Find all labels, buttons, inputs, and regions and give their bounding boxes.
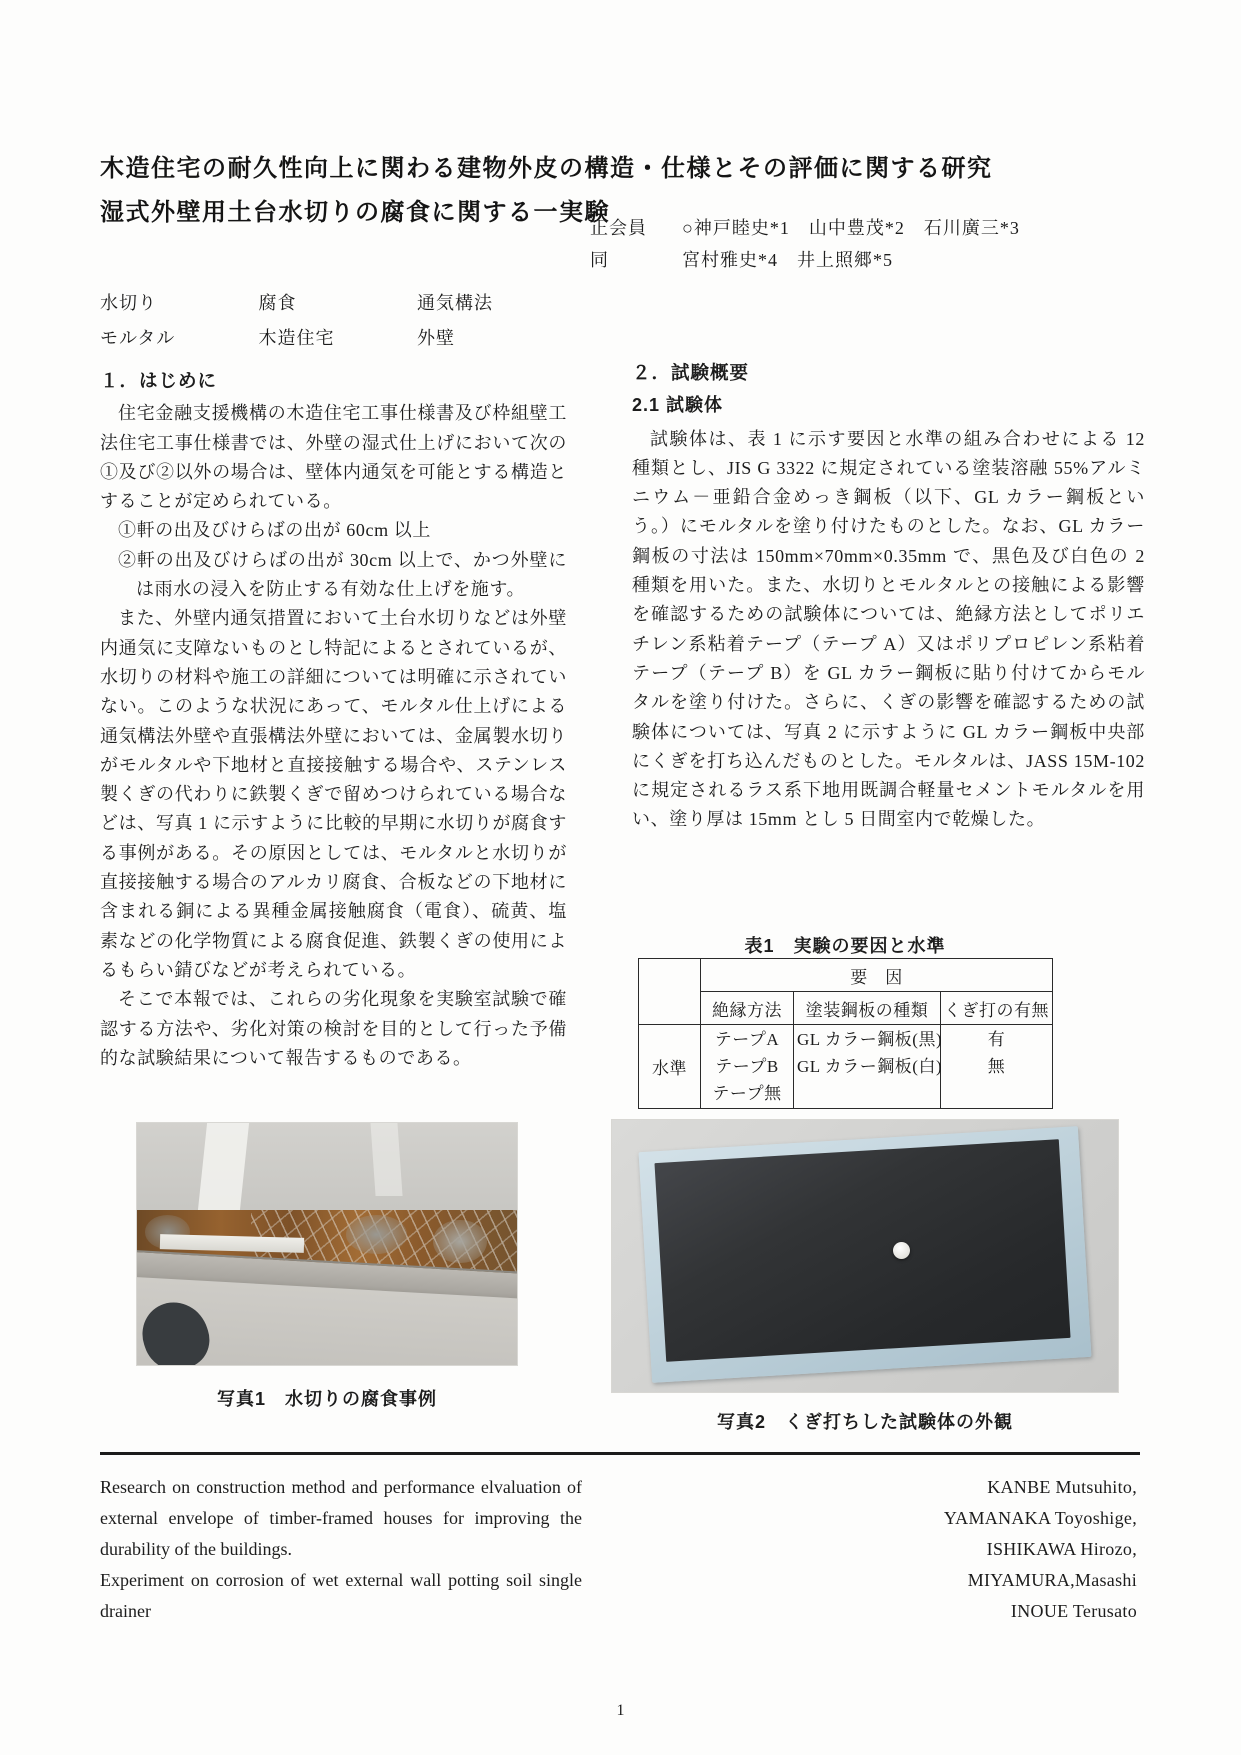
paper-title-line2: 湿式外壁用土台水切りの腐食に関する一実験 — [100, 199, 610, 226]
list-item-2: ②軒の出及びけらばの出が 30cm 以上で、かつ外壁には雨水の浸入を防止する有効な仕上げを施す。 — [118, 549, 567, 600]
authors-row-1 — [590, 212, 1020, 244]
left-paragraph-2: また、外壁内通気措置において土台水切りなどは外壁内通気に支障ないものとし特記によるとされているが、水切りの材料や施工の詳細については明確に示されていない。このような状況にあって、モルタル仕上げによる通気構法外壁や直張構法外壁においては、金属製水切りがモルタルや下地材と直接接触する場合や、ステンレス製くぎの代わりに鉄製くぎで留めつけられている場合などは、写真 1 に示すように比較的早期に水切りが腐食する事例がある。その原因としては、モルタルと水切りが直接接触する場合のアルカリ腐食、合板などの下地材に含まれる銅による異種金属接触腐食（電食）、硫黄、塩素などの化学物質による腐食促進、鉄製くぎの使用によるもらい錆びなどが考えられている。 — [100, 608, 567, 980]
photo2-steel-plate — [655, 1139, 1071, 1361]
table-cell-line: 無 — [987, 1057, 1006, 1076]
table-level-label: 水準 — [639, 1025, 701, 1109]
photo1-wall-highlight — [370, 1123, 402, 1196]
photo1-mortar-blotch — [433, 1220, 486, 1264]
table-cell-line: テープ無 — [712, 1084, 782, 1103]
table-cell-insulation-levels — [701, 1025, 794, 1109]
table-cell-nail-levels — [941, 1025, 1053, 1109]
table-cell-line: 有 — [987, 1030, 1006, 1049]
photo-1-caption: 写真1 水切りの腐食事例 — [216, 1389, 437, 1409]
photo-2-nailed-specimen — [612, 1120, 1118, 1392]
photo1-mortar-blotch — [346, 1215, 407, 1254]
page-number: 1 — [616, 1702, 625, 1719]
table-corner-cell — [639, 959, 701, 1025]
table-factor-header: 要 因 — [701, 959, 1053, 992]
list-item-1: ①軒の出及びけらばの出が 60cm 以上 — [118, 520, 431, 541]
table-col-header-insulation: 絶縁方法 — [701, 992, 794, 1025]
left-column — [100, 366, 567, 1073]
photo-1-corroded-flashing — [137, 1123, 517, 1365]
authors-row-2 — [590, 244, 1020, 276]
keywords-row-2 — [100, 321, 570, 356]
english-abstract-paragraph-2: Experiment on corrosion of wet external wall potting soil single drainer — [100, 1570, 582, 1621]
author-role: 正会員 — [590, 218, 647, 238]
table-cell-steel-levels — [794, 1025, 941, 1109]
left-paragraph-3: そこで本報では、これらの劣化現象を実験室試験で確認する方法や、劣化対策の検討を目的として行った予備的な試験結果について報告するものである。 — [100, 989, 567, 1068]
english-author-name: YAMANAKA Toyoshige, — [943, 1508, 1137, 1528]
section-2-heading: ２．試験概要 — [632, 362, 750, 383]
table-cell-line: GL カラー鋼板(白) — [797, 1057, 943, 1076]
footer-divider-rule — [100, 1452, 1140, 1455]
right-column — [632, 358, 1145, 835]
keyword: 水切り — [100, 293, 157, 313]
keyword: 外壁 — [417, 328, 455, 348]
table-col-header-nail: くぎ打の有無 — [941, 992, 1053, 1025]
english-author-name: KANBE Mutsuhito, — [987, 1477, 1137, 1497]
photo-2-caption: 写真2 くぎ打ちした試験体の外観 — [716, 1412, 1013, 1432]
english-abstract — [100, 1472, 582, 1627]
table-col-header-steel-type: 塗装鋼板の種類 — [794, 992, 941, 1025]
authors-block — [590, 212, 1020, 276]
paper-title-line1: 木造住宅の耐久性向上に関わる建物外皮の構造・仕様とその評価に関する研究 — [100, 155, 993, 182]
author-names: 宮村雅史*4 井上照郷*5 — [682, 250, 893, 270]
english-author-name: INOUE Terusato — [1010, 1601, 1137, 1621]
photo1-exposed-flashing-edge — [160, 1234, 305, 1252]
english-author-name: ISHIKAWA Hirozo, — [986, 1539, 1137, 1559]
keyword: 通気構法 — [417, 293, 493, 313]
author-role: 同 — [590, 250, 609, 270]
english-author-name: MIYAMURA,Masashi — [967, 1570, 1137, 1590]
english-abstract-paragraph-1: Research on construction method and performance elvaluation of external envelope of timber-framed houses for improving the durability of the buildings. — [100, 1477, 582, 1559]
section-1-heading: １．はじめに — [100, 370, 218, 391]
table-cell-line: テープB — [715, 1057, 779, 1076]
english-author-names — [835, 1472, 1137, 1627]
table-1-factors-levels — [638, 958, 1053, 1109]
table-cell-line: テープA — [714, 1030, 780, 1049]
keywords-row-1 — [100, 286, 570, 321]
author-names: ○神戸睦史*1 山中豊茂*2 石川廣三*3 — [682, 218, 1020, 238]
left-paragraph-1: 住宅金融支援機構の木造住宅工事仕様書及び枠組壁工法住宅工事仕様書では、外壁の湿式仕上げにおいて次の①及び②以外の場合は、壁体内通気を可能とする構造とすることが定められている。 — [100, 403, 567, 512]
keywords-block — [100, 286, 570, 356]
keyword: 木造住宅 — [258, 328, 335, 348]
section-2-1-heading: 2.1 試験体 — [632, 395, 724, 416]
right-paragraph-1: 試験体は、表 1 に示す要因と水準の組み合わせによる 12 種類とし、JIS G 3322 に規定されている塗装溶融 55%アルミニウム－亜鉛合金めっき鋼板（以下、GL カラー鋼板という。）にモルタルを塗り付けたものとした。なお、GL カラー鋼板の寸法は 150mm×70mm×0.35mm で、黒色及び白色の 2 種類を用いた。また、水切りとモルタルとの接触による影響を確認するための試験体については、絶縁方法としてポリエチレン系粘着テープ（テープ A）又はポリプロピレン系粘着テープ（テープ B）を GL カラー鋼板に貼り付けてからモルタルを塗り付けた。さらに、くぎの影響を確認するための試験体については、写真 2 に示すように GL カラー鋼板中央部にくぎを打ち込んだものとした。モルタルは、JASS 15M-102 に規定されるラス系下地用既調合軽量セメントモルタルを用い、塗り厚は 15mm とし 5 日間室内で乾燥した。 — [632, 428, 1145, 830]
table-1-caption: 表1 実験の要因と水準 — [744, 936, 946, 956]
keyword: 腐食 — [258, 293, 297, 313]
table-cell-line: GL カラー鋼板(黒) — [797, 1030, 943, 1049]
keyword: モルタル — [100, 328, 176, 348]
